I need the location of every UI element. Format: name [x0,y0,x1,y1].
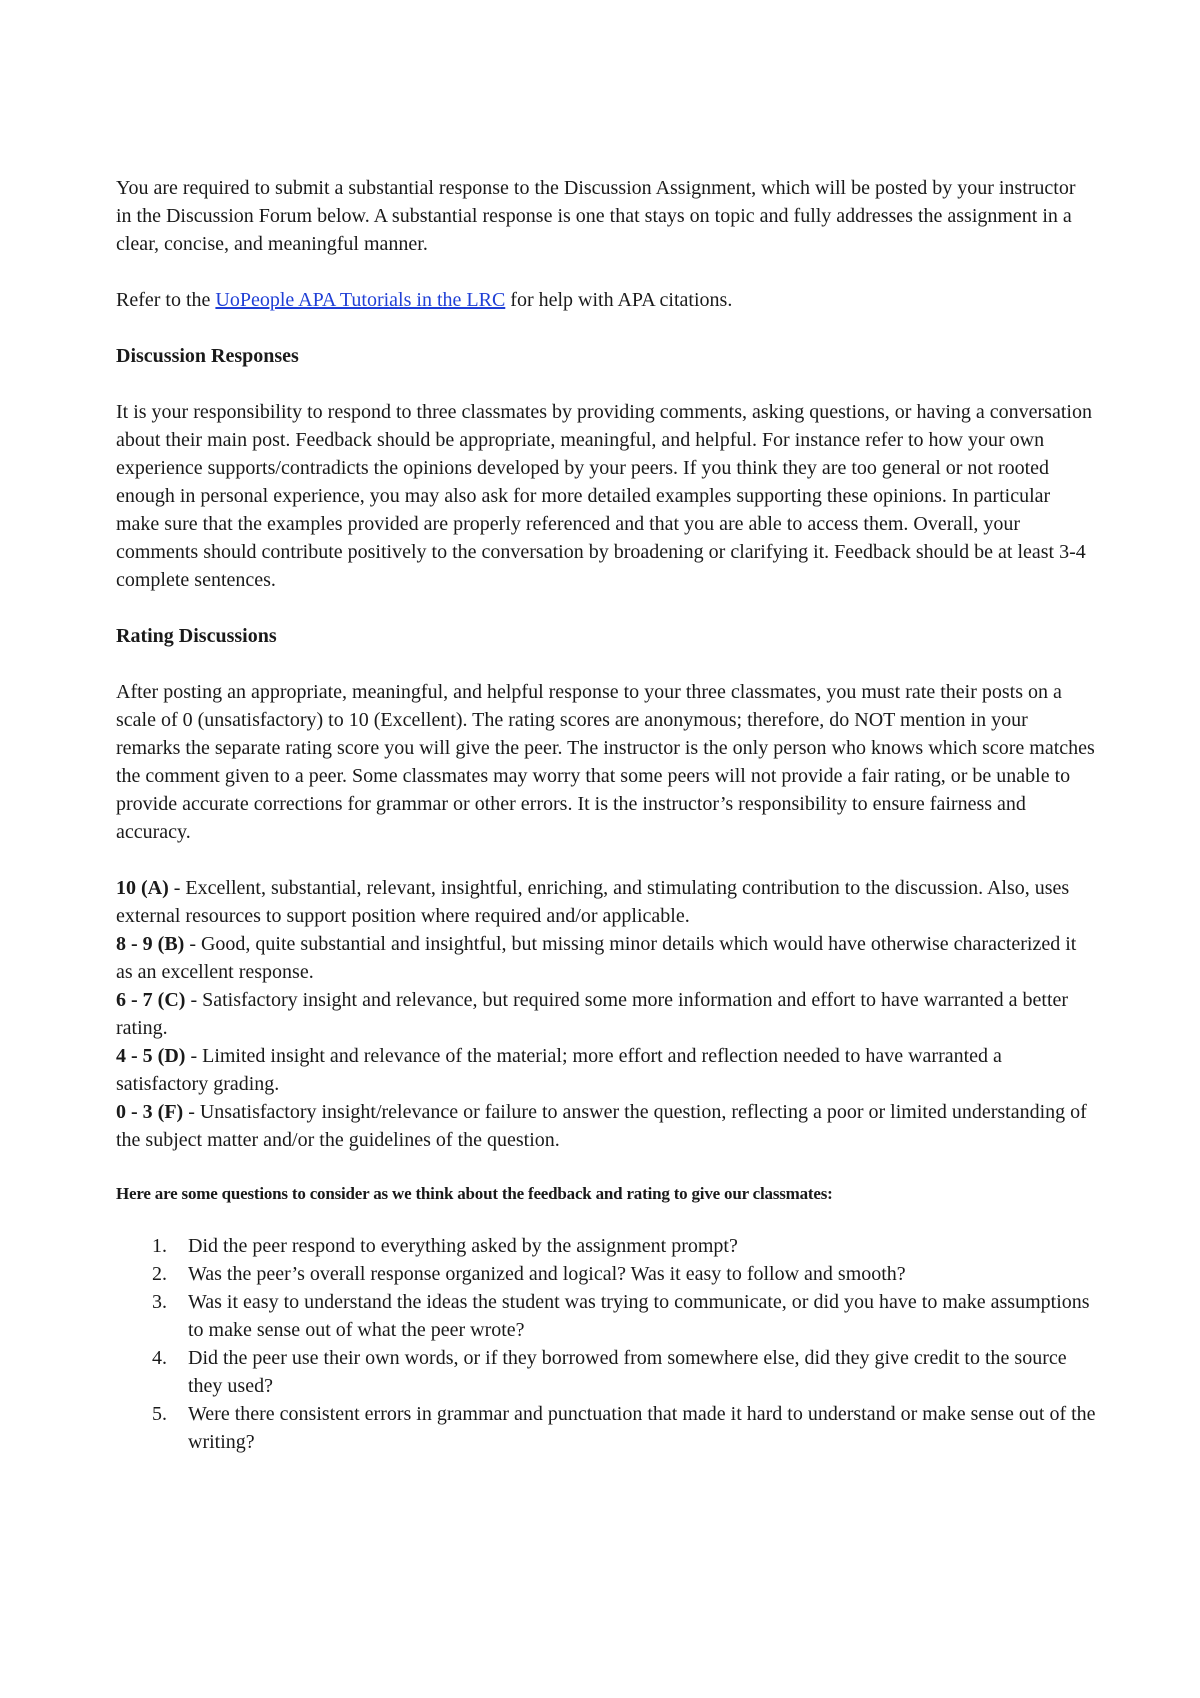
questions-list [116,1232,1096,1456]
rating-discussions-heading: Rating Discussions [116,625,277,647]
list-item-number: 5. [152,1403,167,1425]
rating-scale [116,874,1096,1154]
rating-grade: 6 - 7 (C) [116,989,186,1011]
rating-description: - Good, quite substantial and insightful, but missing minor details which would have otherwise characterized it as an excellent response. [116,933,1077,983]
rating-scale-item-c [116,986,1096,1042]
list-item [152,1232,1096,1260]
rating-grade: 10 (A) [116,877,169,899]
discussion-responses-heading: Discussion Responses [116,345,299,367]
list-item [152,1260,1096,1288]
rating-description: - Limited insight and relevance of the material; more effort and reflection needed to have warranted a satisfactory grading. [116,1045,1002,1095]
list-item [152,1288,1096,1344]
questions-lead: Here are some questions to consider as we think about the feedback and rating to give our classmates: [116,1184,833,1203]
rating-grade: 8 - 9 (B) [116,933,185,955]
list-item-text: Was it easy to understand the ideas the student was trying to communicate, or did you have to make assumptions to make sense out of what the peer wrote? [188,1291,1090,1341]
rating-scale-item-f [116,1098,1096,1154]
document-page [116,174,1096,1456]
rating-grade: 4 - 5 (D) [116,1045,186,1067]
apa-tutorials-link[interactable]: UoPeople APA Tutorials in the LRC [215,289,506,311]
rating-scale-item-a [116,874,1096,930]
list-item-text: Were there consistent errors in grammar and punctuation that made it hard to understand or make sense out of the writing? [188,1403,1096,1453]
discussion-responses-paragraph: It is your responsibility to respond to three classmates by providing comments, asking questions, or having a conversation about their main post. Feedback should be appropriate, meaningful, and helpful. For instance refer to how your own experience supports/contradicts the opinions developed by your peers. If you think they are too general or not rooted enough in personal experience, you may also ask for more detailed examples supporting these opinions. In particular make sure that the examples provided are properly referenced and that you are able to access them. Overall, your comments should contribute positively to the conversation by broadening or clarifying it. Feedback should be at least 3-4 complete sentences. [116,401,1092,591]
apa-reference-prefix: Refer to the [116,289,216,311]
list-item-text: Was the peer’s overall response organized and logical? Was it easy to follow and smooth? [188,1263,906,1285]
rating-grade: 0 - 3 (F) [116,1101,184,1123]
list-item-number: 4. [152,1347,167,1369]
rating-scale-item-d [116,1042,1096,1098]
list-item [152,1344,1096,1400]
list-item-text: Did the peer respond to everything asked by the assignment prompt? [188,1235,738,1257]
list-item-number: 3. [152,1291,167,1313]
intro-paragraph: You are required to submit a substantial response to the Discussion Assignment, which will be posted by your instructor in the Discussion Forum below. A substantial response is one that stays on topic and fully addresses the assignment in a clear, concise, and meaningful manner. [116,177,1076,255]
rating-scale-item-b [116,930,1096,986]
apa-reference-suffix: for help with APA citations. [505,289,733,311]
list-item-text: Did the peer use their own words, or if they borrowed from somewhere else, did they give credit to the source they used? [188,1347,1067,1397]
rating-description: - Excellent, substantial, relevant, insightful, enriching, and stimulating contribution to the discussion. Also, uses external resources to support position where required and/or applicable. [116,877,1070,927]
list-item-number: 2. [152,1263,167,1285]
rating-description: - Satisfactory insight and relevance, but required some more information and effort to have warranted a better rating. [116,989,1069,1039]
apa-reference-line [116,286,1096,314]
rating-discussions-paragraph: After posting an appropriate, meaningful, and helpful response to your three classmates, you must rate their posts on a scale of 0 (unsatisfactory) to 10 (Excellent). The rating scores are anonymous; therefore, do NOT mention in your remarks the separate rating score you will give the peer. The instructor is the only person who knows which score matches the comment given to a peer. Some classmates may worry that some peers will not provide a fair rating, or be unable to provide accurate corrections for grammar or other errors. It is the instructor’s responsibility to ensure fairness and accuracy. [116,681,1095,843]
list-item-number: 1. [152,1235,167,1257]
list-item [152,1400,1096,1456]
rating-description: - Unsatisfactory insight/relevance or failure to answer the question, reflecting a poor or limited understanding of the subject matter and/or the guidelines of the question. [116,1101,1087,1151]
